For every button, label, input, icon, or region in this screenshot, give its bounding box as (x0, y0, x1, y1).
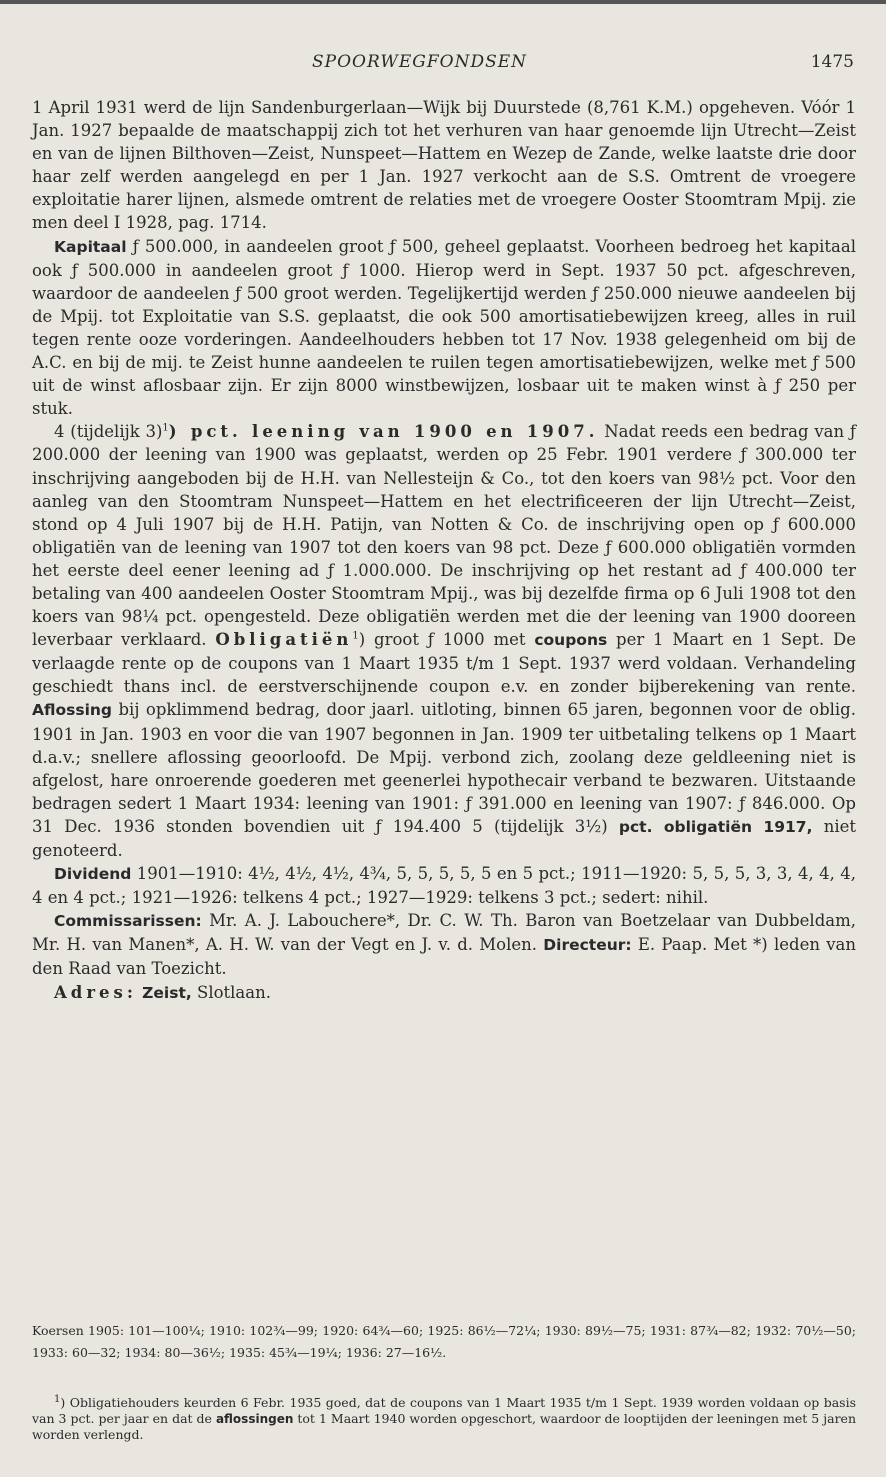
footnote (32, 1395, 856, 1443)
directeur-label: Directeur: (543, 936, 632, 955)
footnote-bold: aflossingen (215, 1411, 294, 1426)
obligatien-label: Obligatiën (215, 630, 353, 650)
paragraph-leening (32, 420, 856, 862)
footnote-paragraph (32, 1395, 856, 1443)
kapitaal-label: Kapitaal (54, 237, 127, 256)
dividend-label: Dividend (54, 865, 132, 884)
top-edge-rule (0, 0, 886, 4)
commissarissen-label: Commissarissen: (54, 912, 202, 931)
leening-text-2: ) groot ƒ 1000 met (358, 630, 535, 650)
commissarissen-text: Mr. A. J. Labouchere*, Dr. C. W. Th. Baron van Boetzelaar van Dubbeldam, Mr. H. van Manen*, A. H. W. van der Vegt en J. v. d. Molen. (32, 911, 856, 955)
running-title: SPOORWEGFONDSEN (312, 52, 528, 72)
leening-prefix: 4 (tijdelijk 3) (54, 422, 163, 442)
coupons-label: coupons (534, 631, 608, 650)
kapitaal-text: ƒ 500.000, in aandeelen groot ƒ 500, geheel geplaatst. Voorheen bedroeg het kapitaal ook ƒ 500.000 in aandeelen groot ƒ 1000. Hierop werd in Sept. 1937 50 pct. afgeschreven, waardoor de aandeelen ƒ 500 groot werden. Tegelijkertijd werden ƒ 250.000 nieuwe aandeelen bij de Mpij. tot Exploitatie van S.S. geplaatst, die ook 500 amortisatiebewijzen kreeg, alles in ruil tegen rente ooze vorderingen. Aandeelhouders hebben tot 17 Nov. 1938 gelegenheid om bij de A.C. en bij de mij. te Zeist hunne aandeelen te ruilen tegen amortisatiebewijzen, welke met ƒ 500 uit de winst aflosbaar zijn. Er zijn 8000 winstbewijzen, losbaar uit te maken winst à ƒ 250 per stuk. (32, 236, 856, 419)
paragraph-history: 1 April 1931 werd de lijn Sandenburgerlaan—Wijk bij Duurstede (8,761 K.M.) opgeheven. Vóór 1 Jan. 1927 bepaalde de maatschappij zich tot het verhuren van haar genoemde lijn Utrecht—Zeist en van de lijnen Bilthoven—Zeist, Nunspeet—Hattem en Wezep de Zande, welke laatste drie door haar zelf werden aangelegd en per 1 Jan. 1927 verkocht aan de S.S. Omtrent de vroegere exploitatie harer lijnen, alsmede omtrent de relaties met de vroegere Ooster Stoomtram Mpij. zie men deel I 1928, pag. 1714. (32, 98, 856, 233)
paragraph-dividend (32, 862, 856, 909)
footnote-marker: 1 (54, 1393, 61, 1405)
paragraph-kapitaal (32, 235, 856, 421)
paragraph-adres (32, 981, 856, 1005)
leening-text-5: niet genoteerd. (32, 816, 856, 860)
leening-heading: ) pct. leening van 1900 en 1907. (168, 422, 599, 442)
obligatien-footnote-ref: 1 (352, 630, 359, 642)
koersen-block (32, 1320, 856, 1364)
leening-text-4: bij opklimmend bedrag, door jaarl. uitloting, binnen 65 jaren, begonnen voor de oblig. 1901 in Jan. 1903 en voor die van 1907 begonnen in Jan. 1909 ter uitbetaling telkens op 1 Maart d.a.v.; snellere aflossing geoorloofd. De Mpij. verbond zich, zoolang deze geldleening niet is afgelost, hare onroerende goederen met geenerlei hypothecair verband te bezwaren. Uitstaande bedragen sedert 1 Maart 1934: leening van 1901: ƒ 391.000 en leening van 1907: ƒ 846.000. Op 31 Dec. 1936 stonden bovendien uit ƒ 194.400 5 (tijdelijk 3½) (32, 700, 856, 836)
obligatien-1917-label: pct. obligatiën 1917, (618, 817, 813, 836)
footnote-text-1: ) Obligatiehouders keurden 6 Febr. 1935 goed, dat de coupons van 1 Maart 1935 t/m 1 Sept. 1939 worden voldaan op basis van 3 pct. per jaar en dat de (32, 1395, 856, 1426)
running-header (0, 52, 886, 76)
aflossing-label: Aflossing (32, 701, 113, 720)
directeur-text: E. Paap. Met *) leden van den Raad van Toezicht. (32, 935, 856, 979)
koersen-text: Koersen 1905: 101—100¼; 1910: 102¾—99; 1920: 64¾—60; 1925: 86½—72¼; 1930: 89½—75; 1931: 87¾—82; 1932: 70½—50; 1933: 60—32; 1934: 80—36½; 1935: 45¾—19¼; 1936: 27—16½. (32, 1323, 856, 1360)
leening-text-1: Nadat reeds een bedrag van ƒ 200.000 der leening van 1900 was geplaatst, werden op 25 Febr. 1901 verdere ƒ 300.000 ter inschrijving aangeboden bij de H.H. van Nellesteijn & Co., tot den koers van 98½ pct. Voor den aanleg van den Stoomtram Nunspeet—Hattem en het electrificeeren der lijn Utrecht—Zeist, stond op 4 Juli 1907 bij de H.H. Patijn, van Notten & Co. de inschrijving open op ƒ 600.000 obligatiën van de leening van 1907 tot den koers van 98 pct. Deze ƒ 600.000 obligatiën vormden het eerste deel eener leening ad ƒ 1.000.000. De inschrijving op het restant ad ƒ 400.000 ter betaling van 400 aandeelen Ooster Stoomtram Mpij., was bij dezelfde firma op 6 Juli 1908 tot den koers van 98¼ pct. opengesteld. Deze obligatiën werden met die der leening van 1900 dooreen leverbaar verklaard. (32, 422, 856, 650)
paragraph-commissarissen (32, 909, 856, 980)
adres-city: Zeist, (142, 983, 192, 1002)
page-number: 1475 (810, 52, 854, 72)
dividend-text: 1901—1910: 4½, 4½, 4½, 4¾, 5, 5, 5, 5, 5 en 5 pct.; 1911—1920: 5, 5, 5, 3, 3, 4, 4, 4, 4 en 4 pct.; 1921—1926: telkens 4 pct.; 1927—1929: telkens 3 pct.; sedert: nihil. (32, 864, 856, 908)
leening-text-3: per 1 Maart en 1 Sept. De verlaagde rente op de coupons van 1 Maart 1935 t/m 1 Sept. 1937 werd voldaan. Verhandeling geschiedt thans incl. de eerstverschijnende coupon e.v. en zonder bijberekening van rente. (32, 630, 857, 697)
main-text (32, 96, 856, 1005)
leening-footnote-ref: 1 (162, 422, 169, 434)
adres-street: Slotlaan. (191, 982, 271, 1002)
footnote-text-2: tot 1 Maart 1940 worden opgeschort, waardoor de looptijden der leeningen met 5 jaren worden verlengd. (32, 1410, 856, 1442)
adres-label: Adres: (54, 982, 137, 1002)
